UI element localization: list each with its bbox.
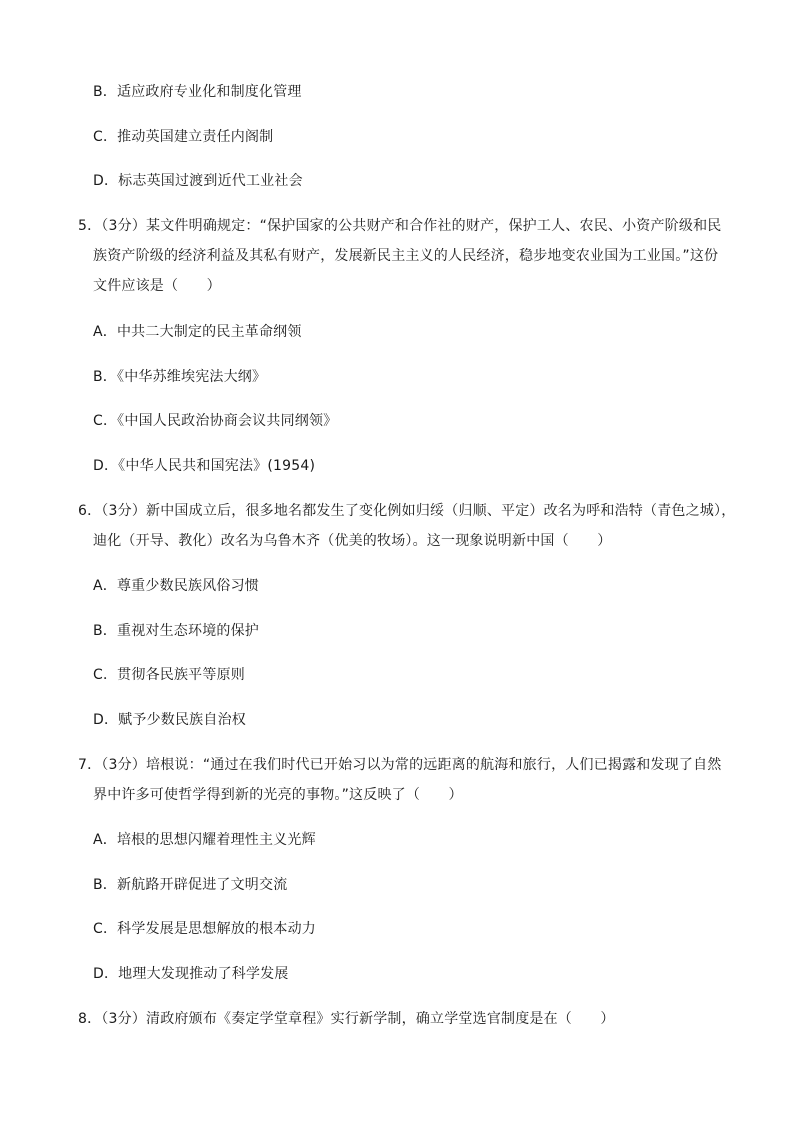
q6-stem-line-1: 6．（3分）新中国成立后，很多地名都发生了变化例如归绥（归顺、平定）改名为呼和浩特（青色之城）， — [78, 503, 736, 519]
q5-stem-line-3: 文件应该是（ ） — [93, 278, 221, 294]
q6-option-a: A．尊重少数民族风俗习惯 — [93, 578, 259, 594]
q7-option-b: B．新航路开辟促进了文明交流 — [93, 877, 288, 893]
q7-stem-line-1: 7．（3分）培根说：“通过在我们时代已开始习以为常的远距离的航海和旅行，人们已揭露和发现了自然 — [78, 757, 722, 773]
q7-option-a: A．培根的思想闪耀着理性主义光辉 — [93, 832, 316, 848]
q7-option-c: C．科学发展是思想解放的根本动力 — [93, 921, 316, 937]
q6-option-b: B．重视对生态环境的保护 — [93, 623, 260, 639]
q5-option-b: B．《中华苏维埃宪法大纲》 — [93, 369, 267, 385]
q6-option-d: D．赋予少数民族自治权 — [93, 712, 246, 728]
q8-stem-line-1: 8．（3分）清政府颁布《奏定学堂章程》实行新学制，确立学堂选官制度是在（ ） — [78, 1011, 615, 1027]
q6-stem-line-2: 迪化（开导、教化）改名为乌鲁木齐（优美的牧场）。这一现象说明新中国（ ） — [93, 533, 612, 549]
q4-option-b: B．适应政府专业化和制度化管理 — [93, 84, 302, 100]
q7-option-d: D．地理大发现推动了科学发展 — [93, 966, 289, 982]
q5-option-a: A．中共二大制定的民主革命纲领 — [93, 324, 302, 340]
q4-option-d: D．标志英国过渡到近代工业社会 — [93, 173, 303, 189]
q4-option-c: C．推动英国建立责任内阁制 — [93, 129, 274, 145]
q6-option-c: C．贯彻各民族平等原则 — [93, 667, 245, 683]
q5-stem-line-1: 5．（3分）某文件明确规定：“保护国家的公共财产和合作社的财产，保护工人、农民、小资产阶级和民 — [78, 218, 722, 234]
q7-stem-line-2: 界中许多可使哲学得到新的光亮的事物。”这反映了（ ） — [93, 787, 463, 803]
q5-stem-line-2: 族资产阶级的经济利益及其私有财产，发展新民主主义的人民经济，稳步地变农业国为工业国。”这份 — [93, 248, 719, 264]
q5-option-d: D．《中华人民共和国宪法》(1954) — [93, 458, 316, 474]
q5-option-c: C．《中国人民政治协商会议共同纲领》 — [93, 413, 338, 429]
